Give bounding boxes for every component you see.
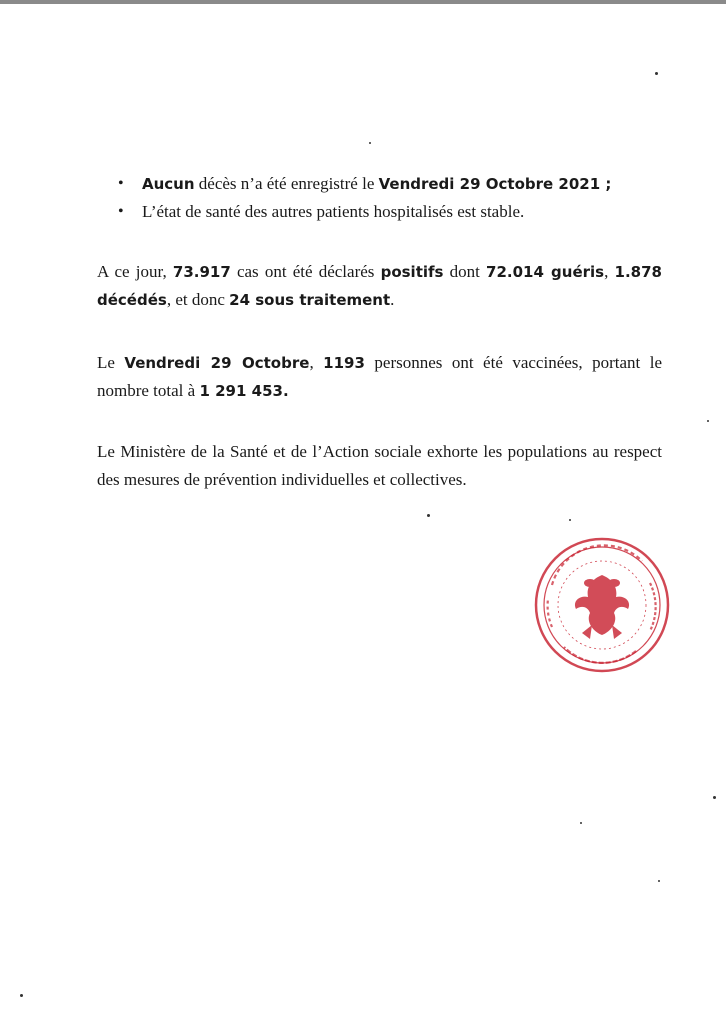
bullet-deaths-date: Vendredi 29 Octobre 2021 ; <box>378 175 612 193</box>
scan-speck <box>369 142 371 144</box>
vacc-count: 1193 <box>323 354 365 372</box>
bullet-patients <box>118 198 678 225</box>
vacc-text-2: , <box>309 353 324 372</box>
scan-speck <box>658 880 660 882</box>
vacc-date: Vendredi 29 Octobre <box>124 354 310 372</box>
cases-text-6: . <box>390 290 395 309</box>
cases-text-4: , <box>604 262 615 281</box>
cases-treatment: 24 sous traitement <box>229 291 391 309</box>
bullet-patients-text: L’état de santé des autres patients hospitalisés est stable. <box>142 202 525 221</box>
minister-paragraph <box>97 438 662 494</box>
cases-paragraph <box>97 258 662 314</box>
cases-total: 73.917 <box>172 263 231 281</box>
cases-recovered: 72.014 guéris <box>486 263 605 281</box>
bullet-deaths <box>118 170 678 198</box>
cases-deaths: 1.878 décédés <box>97 263 662 309</box>
official-seal-icon <box>532 535 672 675</box>
vaccination-paragraph <box>97 349 662 405</box>
bullet-deaths-text: décès n’a été enregistré le <box>194 174 379 193</box>
cases-positive: positifs <box>380 263 444 281</box>
scan-speck <box>707 420 709 422</box>
vacc-text-1: Le <box>97 353 125 372</box>
bullet-deaths-bold-1: Aucun <box>142 175 195 193</box>
scan-speck <box>580 822 582 824</box>
scan-speck <box>713 796 716 799</box>
minister-text: Le Ministère de la Santé et de l’Action sociale exhorte les populations au respect des mesures de prévention individuelles et collectives. <box>97 442 662 489</box>
cases-text-5: , et donc <box>166 290 230 309</box>
scan-speck <box>20 994 23 997</box>
bullet-list <box>118 170 678 225</box>
vacc-text-3: personnes ont été vaccinées, portant le nombre total à <box>97 353 663 400</box>
scan-speck <box>427 514 430 517</box>
cases-text-3: dont <box>443 262 487 281</box>
vacc-total: 1 291 453. <box>199 382 289 400</box>
scan-speck <box>569 519 571 521</box>
cases-text-1: A ce jour, <box>97 262 173 281</box>
scan-speck <box>655 72 658 75</box>
cases-text-2: cas ont été déclarés <box>230 262 381 281</box>
